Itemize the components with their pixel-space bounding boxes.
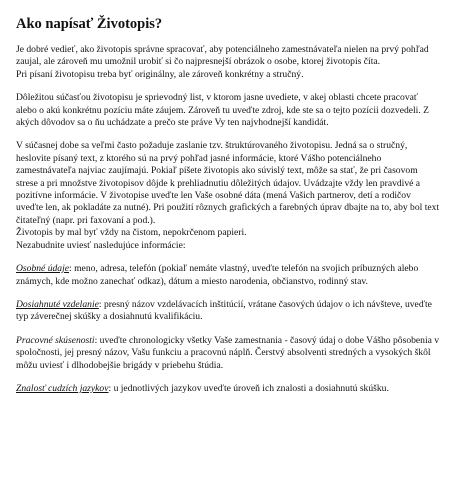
important-section [16, 92, 440, 129]
structured-paragraph-3: Nezabudnite uviesť nasledujúce informácie: [16, 239, 186, 251]
item-label: Osobné údaje [16, 263, 70, 275]
item-paragraph [16, 263, 440, 288]
item-text: : presný názov vzdelávacích inštitúcií, vrátane časových údajov o ich návšteve, uveďte typ záverečnej skúšky a dosiahnutú kvalifikáciu. [16, 298, 432, 323]
item-text: : meno, adresa, telefón (pokiaľ nemáte vlastný, uveďte telefón na svojich príbuzných alebo známych, kde možno zanechať odkaz), dátum a miesto narodenia, občianstvo, rodinný stav. [16, 263, 419, 287]
item-languages [16, 383, 440, 395]
item-text: : u jednotlivých jazykov uveďte úroveň ich znalosti a dosiahnutú skúšku. [108, 382, 389, 394]
item-paragraph [16, 299, 440, 324]
item-label: Pracovné skúsenosti [16, 334, 95, 346]
intro-paragraph-1: Je dobré vedieť, ako životopis správne spracovať, aby potenciálneho zamestnávateľa nielen na prvý pohľad zaujal, ale zároveň mu umožnil urobiť si čo najpresnejší obrázok o osobe, ktorej životopis číta. [16, 44, 429, 68]
item-paragraph [16, 335, 440, 372]
important-paragraph: Dôležitou súčasťou životopisu je sprievodný list, v ktorom jasne uvediete, v akej oblasti chcete pracovať alebo o akú konkrétnu pozíciu máte záujem. Zároveň tu uveďte zdroj, kde ste sa o tejto pozícii dozvedeli. Z akých dôvodov sa o ňu uchádzate a prečo ste práve Vy ten najvhodnejší kandidát. [16, 92, 429, 129]
structured-paragraph-2: Životopis by mal byť vždy na čistom, nepokrčenom papieri. [16, 227, 247, 239]
item-text: : uveďte chronologicky všetky Vaše zamestnania - časový údaj o dobe Vášho pôsobenia v spoločnosti, jej presný názov, Vašu funkciu a pracovnú náplň. Čerstvý absolventi stredných a vysokých škôl môžu uviesť i dlhodobejšie brigády v priebehu štúdia. [16, 334, 440, 371]
document-title: Ako napísať Životopis? [16, 16, 163, 32]
item-personal [16, 263, 440, 288]
intro-section [16, 44, 440, 81]
item-paragraph [16, 383, 440, 395]
item-label: Dosiahnuté vzdelanie [16, 298, 99, 310]
structured-paragraph-1: V súčasnej dobe sa veľmi často požaduje zaslanie tzv. štruktúrovaného životopisu. Jedná sa o stručný, heslovite písaný text, z ktorého sú na prvý pohľad jasné informácie, ktoré Vášho potenciálneho zamestnávateľa najviac zaujímajú. Pokiaľ píšete životopis ako súvislý text, môže sa stať, že pri časovom strese a pri množstve životopisov dôjde k prehliadnutiu dôležitých údajov. Uvádzajte vždy len pravdivé a pozitívne informácie. V životopise uveďte len Vaše osobné dáta (mená Vašich partnerov, detí a rodičov uveďte len, ak pokladáte za nutné). Pri použití rôznych grafických a farebných úprav dbajte na to, aby bol text čitateľný (napr. pri faxovaní a pod.). [16, 140, 440, 226]
item-label: Znalosť cudzích jazykov [16, 382, 109, 394]
item-education [16, 299, 440, 324]
intro-paragraph-2: Pri písaní životopisu treba byť originálny, ale zároveň konkrétny a stručný. [16, 68, 304, 80]
structured-section [16, 140, 440, 252]
item-experience [16, 335, 440, 372]
